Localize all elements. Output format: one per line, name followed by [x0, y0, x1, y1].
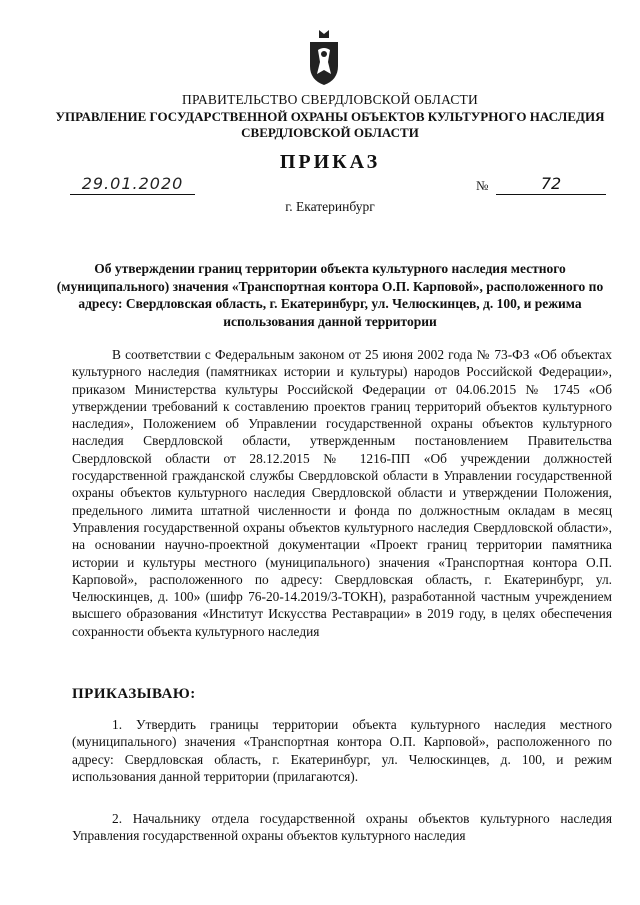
- order-item: 1. Утвердить границы территории объекта культурного наследия местного (муниципального) значения «Транспортная контора О.П. Карповой», расположенного по адресу: Свердловская область, г. Екатеринбург, ул. Челюскинцев, д. 100, и режим использования данной территории (прилагаются).: [72, 717, 612, 784]
- date-number-row: [70, 174, 610, 198]
- preamble-paragraph: В соответствии с Федеральным законом от 25 июня 2002 года № 73-ФЗ «Об объектах культурного наследия (памятниках истории и культуры) народов Российской Федерации», приказом Министерства культуры Российской Федерации от 04.06.2015 № 1745 «Об утверждении требований к составлению проектов границ территорий объектов культурного наследия», Положением об Управлении государственной охраны объектов культурного наследия Свердловской области, утвержденным постановлением Правительства Свердловской области от 28.12.2015 № 1216-ПП «Об учреждении должностей государственной гражданской службы Свердловской области в Управлении государственной охраны объектов культурного наследия Свердловской области и утверждении Положения, предельного лимита штатной численности и фонда по должностным окладам в месяц Управления государственной охраны объектов культурного наследия Свердловской области», на основании научно-проектной документации «Проект границ территории памятника истории и культуры местного (муниципального) значения «Транспортная контора О.П. Карповой», расположенного по адресу: Свердловская область, г. Екатеринбург, ул. Челюскинцев, д. 100» (шифр 76-20-14.2019/3-ТОКН), разработанной частным учреждением высшего образования «Институт Искусства Реставрации» в 2019 году, в целях обеспечения сохранности объекта культурного наследия: [72, 347, 612, 639]
- order-number-block: [476, 174, 606, 198]
- document-type: ПРИКАЗ: [279, 151, 381, 173]
- city: г. Екатеринбург: [285, 199, 375, 214]
- number-label: №: [476, 178, 489, 193]
- order-date: 29.01.2020: [70, 174, 195, 195]
- order-number: 72: [496, 174, 606, 195]
- order-subject: Об утверждении границ территории объекта культурного наследия местного (муниципального) значения «Транспортная контора О.П. Карповой», расположенного по адресу: Свердловская область, г. Екатеринбург, ул. Челюскинцев, д. 100, и режима использования данной территории: [56, 261, 604, 329]
- order-heading: ПРИКАЗЫВАЮ:: [72, 686, 196, 702]
- department-name: УПРАВЛЕНИЕ ГОСУДАРСТВЕННОЙ ОХРАНЫ ОБЪЕКТОВ КУЛЬТУРНОГО НАСЛЕДИЯ СВЕРДЛОВСКОЙ ОБЛАСТИ: [55, 109, 605, 140]
- government-name: ПРАВИТЕЛЬСТВО СВЕРДЛОВСКОЙ ОБЛАСТИ: [182, 92, 478, 107]
- order-item: 2. Начальнику отдела государственной охраны объектов культурного наследия Управления государственной охраны объектов культурного наследия: [72, 811, 612, 844]
- coat-of-arms-icon: [307, 28, 341, 86]
